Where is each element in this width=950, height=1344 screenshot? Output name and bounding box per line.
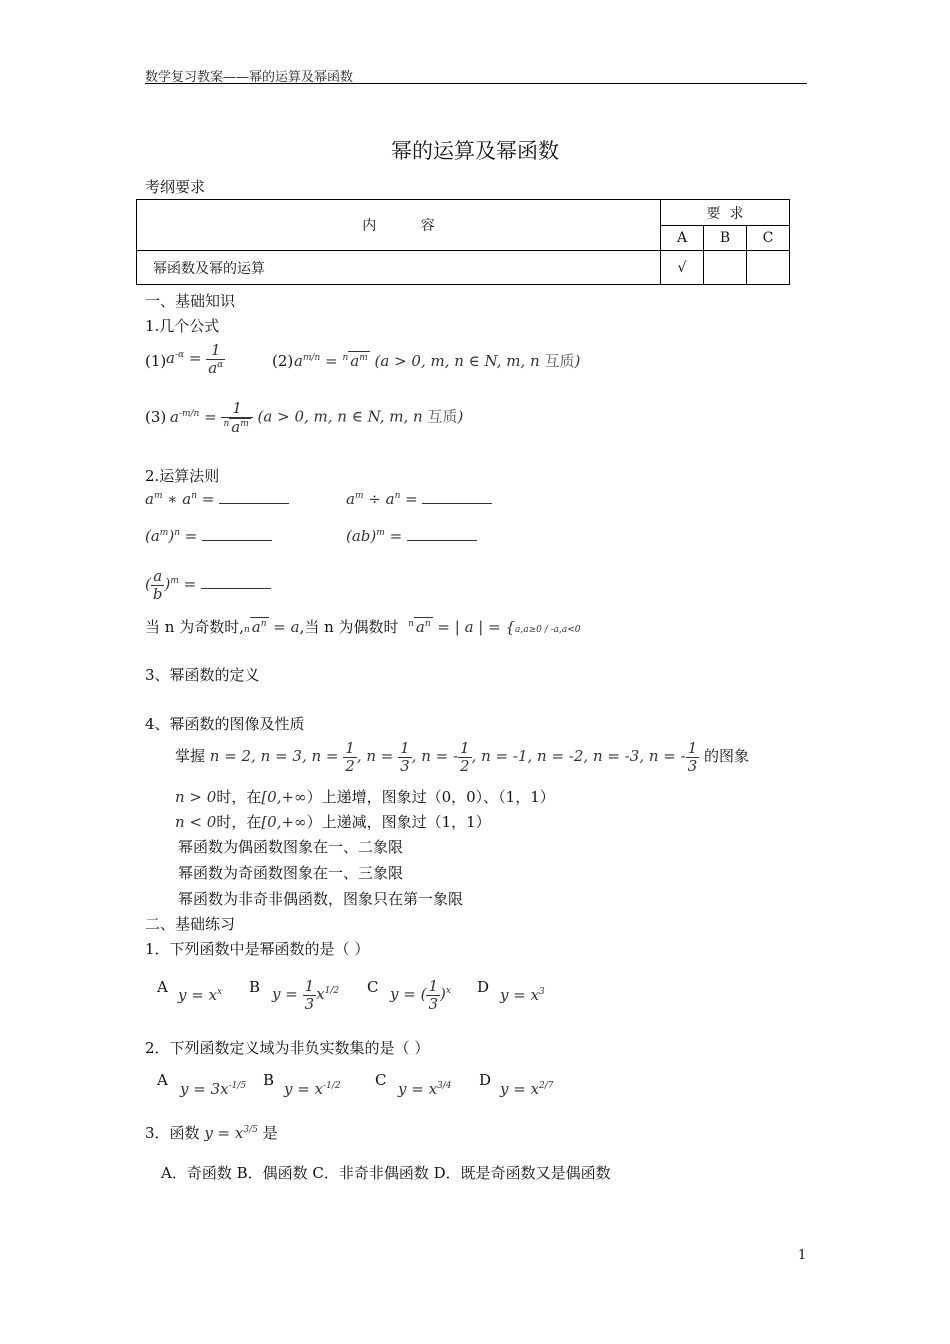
requirements-table	[136, 199, 790, 285]
formula-2: $a^{m/n} = ^n$ $a^m$ (a > 0, m, n ∈ N, m, n 互质)	[294, 352, 581, 370]
property-odd: 幂函数为奇函数图象在一、三象限	[178, 864, 404, 882]
subsection-rules: 2.运算法则	[145, 467, 220, 485]
row-mark-a: √	[661, 251, 704, 285]
property-decreasing: n < 0时，在[0,+∞）上递减，图象过（1，1）	[175, 813, 491, 831]
q1-option-d-label: D	[477, 978, 490, 996]
q2-option-a: $y = 3x^{-1/5}$	[180, 1080, 247, 1098]
q1-option-c: y = ( $\frac{1}{3}$ )$^x$	[390, 977, 451, 1013]
question-2: 2．下列函数定义域为非负实数集的是（ ）	[145, 1039, 430, 1057]
q2-option-d: $y = x^{2/7}$	[500, 1080, 554, 1098]
property-neither: 幂函数为非奇非偶函数，图象只在第一象限	[178, 890, 464, 908]
section-basic-knowledge: 一、基础知识	[145, 292, 236, 310]
property-increasing: n > 0时，在[0,+∞）上递增，图象过（0，0）、（1，1）	[175, 788, 555, 806]
page-header: 数学复习教案——幂的运算及幂函数	[145, 70, 354, 85]
subsection-definition: 3、幂函数的定义	[145, 666, 260, 684]
header-rule	[145, 83, 807, 84]
rule-quotient: $a^m \div a^n$ =	[346, 490, 492, 508]
formula-3-label: (3)	[145, 408, 167, 426]
formula-1: $a^{-\alpha}$ = $\frac{1}{a^\alpha}$	[166, 341, 224, 377]
row-mark-c	[747, 251, 790, 285]
question-3: 3．函数 $y = x^{3/5}$ 是	[145, 1124, 278, 1142]
row-topic: 幂函数及幂的运算	[137, 251, 661, 285]
property-even: 幂函数为偶函数图象在一、二象限	[178, 838, 404, 856]
q2-option-d-label: D	[479, 1071, 492, 1089]
content-header: 内 容	[137, 200, 661, 251]
q2-option-c: $y = x^{3/4}$	[398, 1080, 452, 1098]
subsection-formulas: 1.几个公式	[145, 317, 220, 335]
q1-option-b: y = $\frac{1}{3}$ $x^{1/2}$	[272, 977, 340, 1013]
page-title: 幂的运算及幂函数	[391, 139, 559, 163]
level-a: A	[661, 226, 704, 251]
q1-option-a-label: A	[157, 978, 168, 996]
q3-options: A．奇函数 B．偶函数 C．非奇非偶函数 D．既是奇函数又是偶函数	[161, 1164, 611, 1182]
section-basic-exercises: 二、基础练习	[145, 915, 236, 933]
level-c: C	[747, 226, 790, 251]
rule-product-power: (ab)$^m$ =	[346, 527, 477, 545]
rule-product: $a^m$ ∗ $a^n$ =	[145, 490, 289, 508]
q2-option-c-label: C	[375, 1071, 387, 1089]
grasp-line: 掌握 n = 2, n = 3, n = $\frac{1}{2}$ , n = $\frac{1}{3}$ , n = - $\frac{1}{2}$ , n = -1, n = -2, n = -3, n = - $\frac{1}{3}$ 的图象	[175, 739, 750, 775]
formula-1-label: (1)	[145, 352, 167, 370]
requirements-label: 考纲要求	[145, 178, 206, 196]
page-number: 1	[798, 1248, 807, 1263]
row-mark-b	[704, 251, 747, 285]
q2-option-b: $y = x^{-1/2}$	[284, 1080, 341, 1098]
rule-power: $(a^m)^n$ =	[145, 527, 272, 545]
subsection-graph: 4、幂函数的图像及性质	[145, 715, 305, 733]
q1-option-a: $y = x^x$	[178, 986, 223, 1004]
question-1: 1．下列函数中是幂函数的是（ ）	[145, 940, 370, 958]
formula-3: $a^{-m/n}$ = $\frac{1}{^n a^m}$ (a > 0, m, n ∈ N, m, n 互质)	[170, 399, 464, 436]
q2-option-a-label: A	[157, 1071, 168, 1089]
q1-option-c-label: C	[367, 978, 379, 996]
rule-quotient-power: ( $\frac{a}{b}$ )$^m$ =	[145, 568, 271, 602]
q1-option-b-label: B	[249, 978, 261, 996]
q1-option-d: $y = x^3$	[500, 986, 545, 1004]
q2-option-b-label: B	[263, 1071, 275, 1089]
formula-2-label: (2)	[272, 352, 294, 370]
level-b: B	[704, 226, 747, 251]
root-rule: 当 n 为奇数时,n $a^n = a$,当 n 为偶数时 $^n$ $a^n$ = | a | = {a,a≥0 / -a,a<0	[145, 618, 581, 636]
requirement-header: 要 求	[661, 200, 790, 226]
